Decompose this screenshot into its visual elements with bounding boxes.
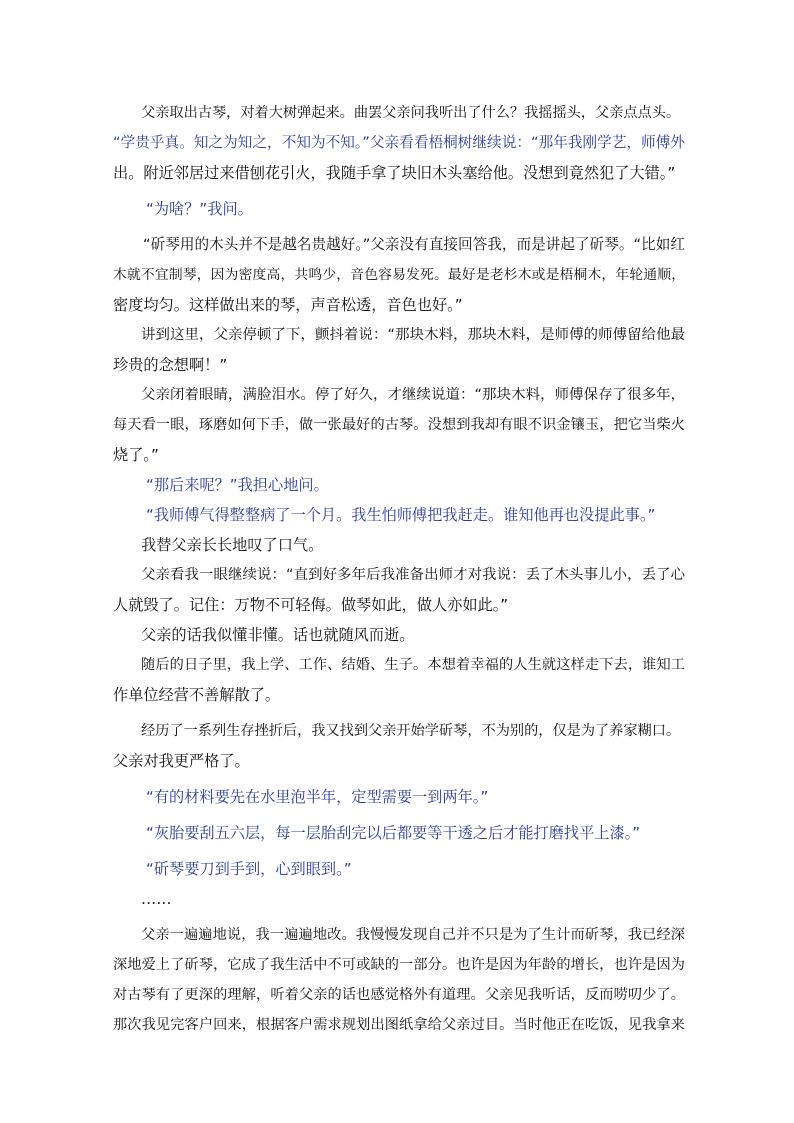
text-line: 父亲的话我似懂非懂。话也就随风而逝。 <box>141 626 415 644</box>
quote-line: “我师傅气得整整病了一个月。我生怕师傅把我赶走。谁知他再也没提此事。” <box>146 506 656 524</box>
text-line: 出。附近邻居过来借刨花引火，我随手拿了块旧木头塞给他。没想到竟然犯了大错。” <box>113 164 676 182</box>
quote-line: “灰胎要刮五六层，每一层胎刮完以后都要等干透之后才能打磨找平上漆。” <box>146 824 641 842</box>
quote-line: “学贵乎真。知之为知之，不知为不知。”父亲看看梧桐树继续说：“那年我刚学艺，师傅外 <box>113 134 685 151</box>
ellipsis-line: …… <box>141 890 172 908</box>
text-line: 我替父亲长长地叹了口气。 <box>141 536 324 554</box>
text-line: 讲到这里，父亲停顿了下，颤抖着说：“那块木料，那块木料，是师傅的师傅留给他最 <box>141 327 685 343</box>
quote-line: “有的材料要先在水里泡半年，定型需要一到两年。” <box>146 788 489 806</box>
text-line: 木就不宜制琴，因为密度高，共鸣少，音色容易发死。最好是老杉木或是梧桐木，年轮通顺， <box>113 267 685 283</box>
text-line: 父亲一遍遍地说，我一遍遍地改。我慢慢发现自己并不只是为了生计而斫琴，我已经深 <box>141 927 685 943</box>
quote-line: “斫琴要刀到手到，心到眼到。” <box>146 860 352 878</box>
text-line: 那次我见完客户回来，根据客户需求规划出图纸拿给父亲过目。当时他正在吃饭，见我拿来 <box>113 1017 685 1033</box>
text-line: 对古琴有了更深的理解，听着父亲的话也感觉格外有道理。父亲见我听话，反而唠叨少了。 <box>113 987 685 1003</box>
text-line: 人就毁了。记住：万物不可轻侮。做琴如此，做人亦如此。” <box>113 596 509 614</box>
text-line: 父亲看我一眼继续说：“直到好多年后我准备出师才对我说：丢了木头事儿小，丢了心 <box>141 567 685 583</box>
text-line: 密度均匀。这样做出来的琴，声音松透，音色也好。” <box>113 296 463 314</box>
text-line: “斫琴用的木头并不是越名贵越好。”父亲没有直接回答我，而是讲起了斫琴。“比如红 <box>143 236 685 253</box>
text-line: 珍贵的念想啊！” <box>113 356 228 374</box>
text-line: 烧了。” <box>113 446 159 464</box>
text-line: 父亲对我更严格了。 <box>113 752 250 770</box>
text-line: 经历了一系列生存挫折后，我又找到父亲开始学斫琴，不为别的，仅是为了养家糊口。 <box>141 723 681 739</box>
document-body <box>113 98 685 1040</box>
text-line: 随后的日子里，我上学、工作、结婚、生子。本想着幸福的人生就这样走下去，谁知工 <box>141 657 685 673</box>
quote-line: “为啥？”我问。 <box>146 200 253 218</box>
text-line: 父亲取出古琴，对着大树弹起来。曲罢父亲问我听出了什么？我摇摇头，父亲点点头。 <box>141 105 681 121</box>
text-line: 父亲闭着眼睛，满脸泪水。停了好久，才继续说道：“那块木料，师傅保存了很多年， <box>141 387 685 403</box>
text-line: 深地爱上了斫琴，它成了我生活中不可或缺的一部分。也许是因为年龄的增长，也许是因为 <box>113 957 685 973</box>
text-line: 每天看一眼，琢磨如何下手，做一张最好的古琴。没想到我却有眼不识金镶玉，把它当柴火 <box>113 417 685 433</box>
quote-line: “那后来呢？”我担心地问。 <box>146 476 329 494</box>
text-line: 作单位经营不善解散了。 <box>113 686 281 704</box>
